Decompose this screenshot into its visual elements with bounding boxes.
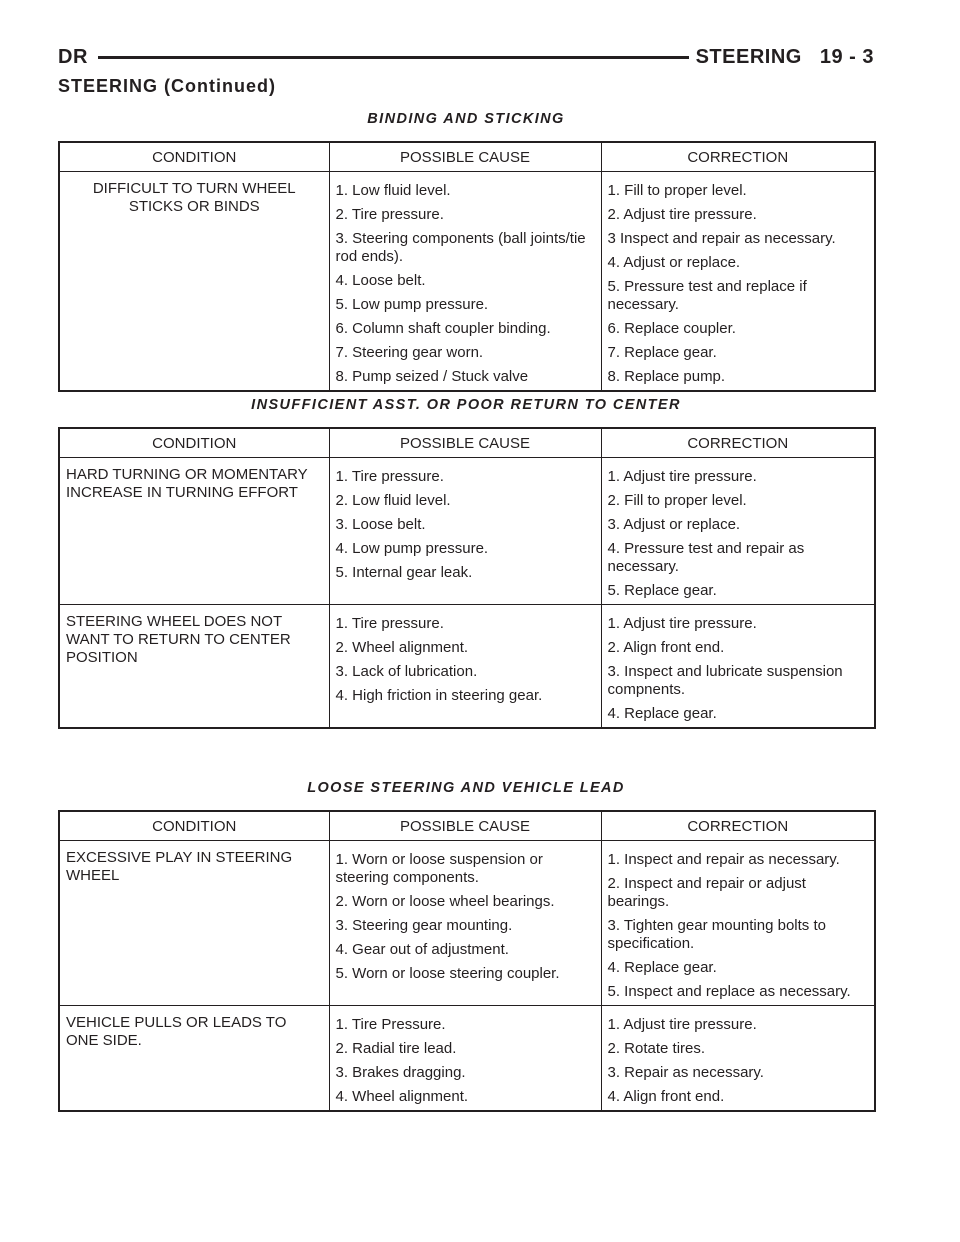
table-row — [59, 1006, 875, 1112]
cause-item: 4. Gear out of adjustment. — [335, 941, 509, 958]
condition-cell: EXCESSIVE PLAY IN STEERING WHEEL — [59, 841, 329, 1006]
cause-item: 1. Low fluid level. — [335, 182, 451, 199]
section-title: LOOSE STEERING AND VEHICLE LEAD — [307, 780, 625, 796]
column-header-condition: CONDITION — [59, 142, 329, 172]
correction-cell — [601, 458, 875, 605]
cause-item: 4. Loose belt. — [335, 272, 426, 289]
correction-item: 1. Adjust tire pressure. — [607, 1016, 757, 1033]
correction-item: 4. Align front end. — [607, 1088, 725, 1105]
correction-list — [608, 841, 869, 1005]
cause-list — [336, 605, 595, 709]
correction-list — [608, 458, 869, 604]
cause-item: 4. Low pump pressure. — [335, 540, 489, 557]
correction-item: 3. Adjust or replace. — [607, 516, 741, 533]
cause-item: 1. Tire pressure. — [335, 615, 444, 632]
cause-item: 7. Steering gear worn. — [335, 344, 484, 361]
diagnosis-table — [58, 427, 876, 729]
correction-item: 4. Replace gear. — [607, 705, 717, 722]
condition-cell: DIFFICULT TO TURN WHEEL STICKS OR BINDS — [59, 172, 329, 392]
cause-item: 2. Low fluid level. — [335, 492, 451, 509]
vehicle-code: DR — [58, 46, 88, 68]
correction-item: 2. Inspect and repair or adjust bearings. — [607, 875, 806, 910]
condition-cell: STEERING WHEEL DOES NOT WANT TO RETURN TO CENTER POSITION — [59, 605, 329, 729]
header-row — [59, 428, 875, 458]
condition-cell: VEHICLE PULLS OR LEADS TO ONE SIDE. — [59, 1006, 329, 1112]
correction-cell — [601, 605, 875, 729]
correction-list — [608, 172, 869, 390]
cause-item: 2. Worn or loose wheel bearings. — [335, 893, 555, 910]
table-body — [59, 458, 875, 729]
correction-item: 2. Fill to proper level. — [607, 492, 747, 509]
cause-item: 2. Radial tire lead. — [335, 1040, 457, 1057]
cause-item: 2. Wheel alignment. — [335, 639, 469, 656]
correction-item: 5. Pressure test and replace if necessary. — [607, 278, 807, 313]
table-body — [59, 172, 875, 392]
column-header-condition: CONDITION — [59, 428, 329, 458]
cause-item: 4. High friction in steering gear. — [335, 687, 543, 704]
cause-cell — [329, 841, 601, 1006]
correction-cell — [601, 172, 875, 392]
column-header-correction: CORRECTION — [601, 142, 875, 172]
table-header — [59, 811, 875, 841]
correction-item: 1. Adjust tire pressure. — [607, 615, 757, 632]
column-header-correction: CORRECTION — [601, 811, 875, 841]
cause-item: 3. Steering gear mounting. — [335, 917, 513, 934]
continued-title: STEERING (Continued) — [58, 76, 276, 96]
table-row — [59, 605, 875, 729]
cause-item: 1. Tire pressure. — [335, 468, 444, 485]
page-header — [58, 40, 874, 76]
correction-item: 5. Replace gear. — [607, 582, 717, 599]
cause-item: 4. Wheel alignment. — [335, 1088, 469, 1105]
correction-item: 2. Rotate tires. — [607, 1040, 706, 1057]
correction-item: 3. Inspect and lubricate suspension compnents. — [607, 663, 843, 698]
cause-item: 3. Brakes dragging. — [335, 1064, 466, 1081]
header-rule — [98, 56, 689, 59]
cause-list — [336, 172, 595, 390]
table-header — [59, 428, 875, 458]
cause-item: 1. Worn or loose suspension or steering components. — [335, 851, 543, 886]
correction-item: 4. Adjust or replace. — [607, 254, 741, 271]
cause-item: 5. Internal gear leak. — [335, 564, 473, 581]
cause-cell — [329, 458, 601, 605]
cause-item: 3. Loose belt. — [335, 516, 426, 533]
correction-item: 8. Replace pump. — [607, 368, 726, 385]
correction-cell — [601, 841, 875, 1006]
page-number: 19 - 3 — [819, 46, 874, 68]
cause-list — [336, 841, 595, 987]
correction-item: 2. Adjust tire pressure. — [607, 206, 757, 223]
diagnosis-table — [58, 810, 876, 1112]
correction-item: 4. Pressure test and repair as necessary. — [607, 540, 805, 575]
correction-item: 1. Adjust tire pressure. — [607, 468, 757, 485]
table-row — [59, 458, 875, 605]
column-header-correction: CORRECTION — [601, 428, 875, 458]
correction-cell — [601, 1006, 875, 1112]
correction-item: 1. Inspect and repair as necessary. — [607, 851, 840, 868]
correction-list — [608, 605, 869, 727]
diagnosis-table — [58, 141, 876, 392]
condition-cell: HARD TURNING OR MOMENTARY INCREASE IN TURNING EFFORT — [59, 458, 329, 605]
cause-list — [336, 458, 595, 586]
cause-item: 6. Column shaft coupler binding. — [335, 320, 551, 337]
correction-item: 3 Inspect and repair as necessary. — [607, 230, 836, 247]
table-row — [59, 841, 875, 1006]
correction-item: 4. Replace gear. — [607, 959, 717, 976]
cause-item: 5. Worn or loose steering coupler. — [335, 965, 560, 982]
section-title: BINDING AND STICKING — [367, 111, 565, 127]
header-row — [59, 142, 875, 172]
correction-item: 7. Replace gear. — [607, 344, 717, 361]
section-title: INSUFFICIENT ASST. OR POOR RETURN TO CENTER — [251, 397, 681, 413]
cause-cell — [329, 605, 601, 729]
section-name: STEERING — [695, 46, 802, 68]
correction-item: 6. Replace coupler. — [607, 320, 736, 337]
correction-item: 2. Align front end. — [607, 639, 725, 656]
cause-item: 8. Pump seized / Stuck valve — [335, 368, 529, 385]
cause-cell — [329, 172, 601, 392]
correction-list — [608, 1006, 869, 1110]
column-header-cause: POSSIBLE CAUSE — [329, 142, 601, 172]
correction-item: 5. Inspect and replace as necessary. — [607, 983, 851, 1000]
correction-item: 3. Tighten gear mounting bolts to specification. — [607, 917, 826, 952]
column-header-condition: CONDITION — [59, 811, 329, 841]
header-row — [59, 811, 875, 841]
table-body — [59, 841, 875, 1112]
cause-item: 3. Lack of lubrication. — [335, 663, 478, 680]
column-header-cause: POSSIBLE CAUSE — [329, 811, 601, 841]
cause-item: 3. Steering components (ball joints/tie rod ends). — [335, 230, 586, 265]
cause-cell — [329, 1006, 601, 1112]
column-header-cause: POSSIBLE CAUSE — [329, 428, 601, 458]
cause-list — [336, 1006, 595, 1110]
table-row — [59, 172, 875, 392]
header-right — [696, 46, 874, 69]
cause-item: 5. Low pump pressure. — [335, 296, 489, 313]
correction-item: 3. Repair as necessary. — [607, 1064, 764, 1081]
table-header — [59, 142, 875, 172]
cause-item: 1. Tire Pressure. — [335, 1016, 446, 1033]
cause-item: 2. Tire pressure. — [335, 206, 444, 223]
correction-item: 1. Fill to proper level. — [607, 182, 747, 199]
